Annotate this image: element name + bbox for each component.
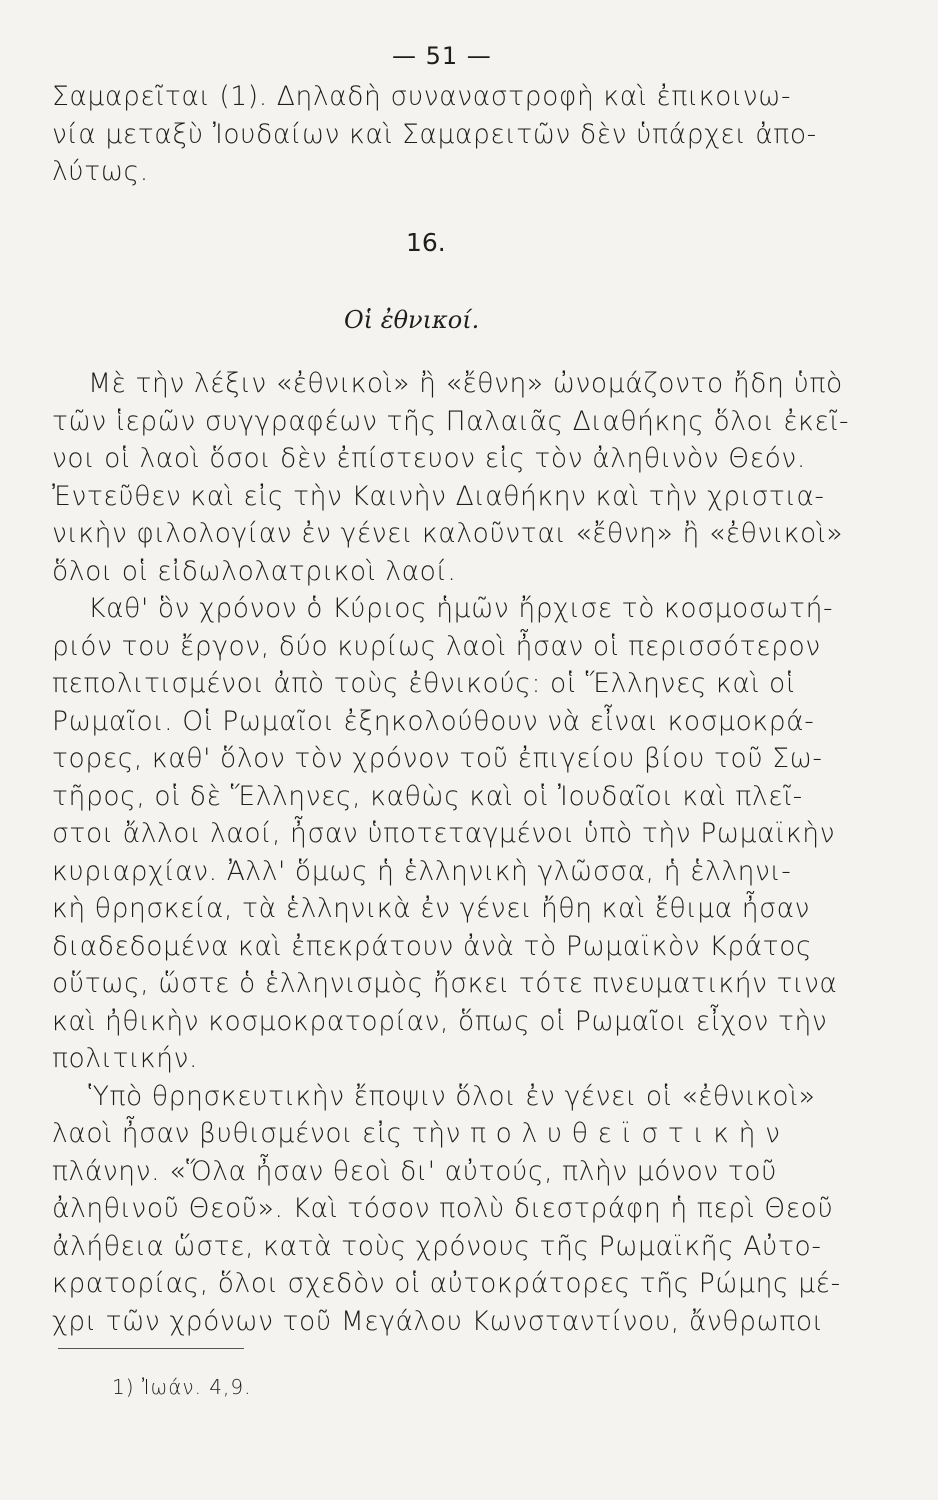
text-line: πολιτικήν. <box>52 1043 199 1074</box>
text-line: Σαμαρεῖται (1). Δηλαδὴ συναναστροφὴ καὶ ἐπικοινω- <box>52 81 792 112</box>
text-line: τῆρος, οἱ δὲ Ἕλληνες, καθὼς καὶ οἱ Ἰουδαῖοι καὶ πλεῖ- <box>52 780 803 812</box>
footnote-divider <box>58 1348 244 1349</box>
text-line: κυριαρχίαν. Ἀλλ' ὅμως ἡ ἑλληνικὴ γλῶσσα, ἡ ἑλληνι- <box>52 855 792 887</box>
text-line: ἀληθινοῦ Θεοῦ». Καὶ τόσον πολὺ διεστράφη ἡ περὶ Θεοῦ <box>52 1193 834 1224</box>
footnote: 1) Ἰωάν. 4,9. <box>112 1375 252 1399</box>
section-title: Οἱ ἐθνικοί. <box>344 306 480 334</box>
text-line: πλάνην. «Ὅλα ἦσαν θεοὶ δι' αὐτούς, πλὴν μόνον τοῦ <box>52 1155 778 1187</box>
paragraph-continuation <box>52 78 852 191</box>
text-line: στοι ἄλλοι λαοί, ἦσαν ὑποτεταγμένοι ὑπὸ τὴν Ρωμαϊκὴν <box>52 818 836 849</box>
text-line: κρατορίας, ὅλοι σχεδὸν οἱ αὐτοκράτορες τῆς Ρώμης μέ- <box>52 1268 841 1299</box>
page-number: — 51 — <box>392 42 492 70</box>
text-line: ριόν του ἔργον, δύο κυρίως λαοὶ ἦσαν οἱ περισσότερον <box>52 630 821 662</box>
text-line: Ρωμαῖοι. Οἱ Ρωμαῖοι ἐξηκολούθουν νὰ εἶναι κοσμοκρά- <box>52 705 815 737</box>
text-line: νικὴν φιλολογίαν ἐν γένει καλοῦνται «ἔθνη» ἢ «ἐθνικοὶ» <box>52 518 844 549</box>
text-line: διαδεδομένα καὶ ἐπεκράτουν ἀνὰ τὸ Ρωμαϊκὸν Κράτος <box>52 930 813 962</box>
text-line: ὅλοι οἱ εἰδωλολατρικοὶ λαοί. <box>52 555 457 587</box>
text-line: Ἐντεῦθεν καὶ εἰς τὴν Καινὴν Διαθήκην καὶ τὴν χριστια- <box>52 480 825 512</box>
text-line: λύτως. <box>52 156 149 187</box>
text-line: τῶν ἱερῶν συγγραφέων τῆς Παλαιᾶς Διαθήκης ὅλοι ἐκεῖ- <box>52 405 850 437</box>
text-line: καὶ ἠθικὴν κοσμοκρατορίαν, ὅπως οἱ Ρωμαῖοι εἶχον τὴν <box>52 1005 828 1037</box>
text-line: ἀλήθεια ὥστε, κατὰ τοὺς χρόνους τῆς Ρωμαϊκῆς Αὐτο- <box>52 1230 822 1262</box>
text-line: οὕτως, ὥστε ὁ ἑλληνισμὸς ἤσκει τότε πνευματικήν τινα <box>52 968 838 999</box>
text-line: κὴ θρησκεία, τὰ ἑλληνικὰ ἐν γένει ἤθη καὶ ἔθιμα ἦσαν <box>52 893 811 924</box>
text-line: Καθ' ὃν χρόνον ὁ Κύριος ἡμῶν ἤρχισε τὸ κοσμοσωτή- <box>52 593 834 624</box>
section-number: 16. <box>406 228 446 257</box>
text-line: νοι οἱ λαοὶ ὅσοι δὲν ἐπίστευον εἰς τὸν ἀληθινὸν Θεόν. <box>52 443 806 474</box>
text-line: πεπολιτισμένοι ἀπὸ τοὺς ἐθνικούς: οἱ Ἕλληνες καὶ οἱ <box>52 668 796 699</box>
text-line: χρι τῶν χρόνων τοῦ Μεγάλου Κωνσταντίνου, ἄνθρωποι <box>52 1305 824 1337</box>
text-line: λαοὶ ἦσαν βυθισμένοι εἰς τὴν π ο λ υ θ ε ϊ σ τ ι κ ὴ ν <box>52 1118 781 1149</box>
text-line: νία μεταξὺ Ἰουδαίων καὶ Σαμαρειτῶν δὲν ὑπάρχει ἀπο- <box>52 118 817 150</box>
text-line: τορες, καθ' ὅλον τὸν χρόνον τοῦ ἐπιγείου βίου τοῦ Σω- <box>52 743 823 774</box>
section-body <box>52 365 852 1340</box>
text-line: Μὲ τὴν λέξιν «ἐθνικοὶ» ἢ «ἔθνη» ὠνομάζοντο ἤδη ὑπὸ <box>52 368 843 399</box>
text-line: Ὑπὸ θρησκευτικὴν ἔποψιν ὅλοι ἐν γένει οἱ «ἐθνικοὶ» <box>52 1080 816 1112</box>
